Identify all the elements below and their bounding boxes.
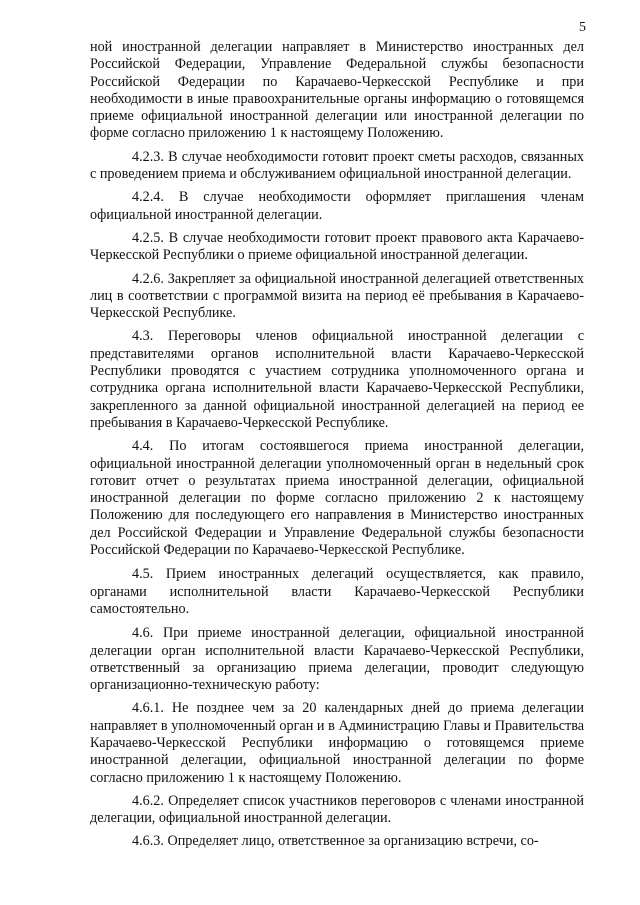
- paragraph-4-2-3: 4.2.3. В случае необходимости готовит проект сметы расходов, связанных с проведением приема и обслуживанием официальной иностранной делегации.: [90, 148, 584, 183]
- paragraph-4-2-4: 4.2.4. В случае необходимости оформляет приглашения членам официальной иностранной делегации.: [90, 189, 584, 223]
- body-text: [90, 39, 584, 851]
- paragraph-4-5: 4.5. Прием иностранных делегаций осуществляется, как правило, органами исполнительной власти Карачаево-Черкесской Республики самостоятельно.: [90, 566, 584, 617]
- paragraph-4-2-6: 4.2.6. Закрепляет за официальной иностранной делегацией ответственных лиц в соответствии с программой визита на период её пребывания в Карачаево-Черкесской Республике.: [90, 270, 584, 322]
- paragraph-4-3: 4.3. Переговоры членов официальной иностранной делегации с представителями органов исполнительной власти Карачаево-Черкесской Республики проводятся с участием сотрудника уполномоченного органа и сотрудника органа исполнительной власти Карачаево-Черкесской Республики, закрепленного за данной официальной иностранной делегацией на период ее пребывания в Карачаево-Черкесской Республике.: [90, 328, 584, 431]
- paragraph-4-6-2: 4.6.2. Определяет список участников переговоров с членами иностранной делегации, официальной иностранной делегации.: [90, 792, 584, 827]
- paragraph-4-4: 4.4. По итогам состоявшегося приема иностранной делегации, официальной иностранной делегации уполномоченный орган в недельный срок готовит отчет о результатах приема иностранной делегации, официальной иностранной делегации по форме согласно приложению 2 к настоящему Положению для последующего его направления в Министерство иностранных дел Российской Федерации и Управление Федеральной службы безопасности Российской Федерации по Карачаево-Черкесской Республике.: [90, 438, 584, 559]
- paragraph-continuation: ной иностранной делегации направляет в Министерство иностранных дел Российской Федерации, Управление Федеральной службы безопасности Российской Федерации по Карачаево-Черкесской Республике и при необходимости в иные правоохранительные органы информацию о готовящемся приеме официальной иностранной делегации или иностранной делегации по форме согласно приложению 1 к настоящему Положению.: [90, 39, 584, 142]
- paragraph-4-6-1: 4.6.1. Не позднее чем за 20 календарных дней до приема делегации направляет в уполномоченный орган и в Администрацию Главы и Правительства Карачаево-Черкесской Республики информацию о готовящемся приеме иностранной делегации, официальной иностранной делегации по форме согласно приложению 1 к настоящему Положению.: [90, 700, 584, 786]
- paragraph-4-2-5: 4.2.5. В случае необходимости готовит проект правового акта Карачаево-Черкесской Республики о приеме официальной иностранной делегации.: [90, 229, 584, 264]
- paragraph-4-6: 4.6. При приеме иностранной делегации, официальной иностранной делегации орган исполнительной власти Карачаево-Черкесской Республики, ответственный за организацию приема делегации, проводит следующую организационно-техническую работу:: [90, 625, 584, 694]
- page-number: 5: [579, 20, 586, 35]
- paragraph-4-6-3: 4.6.3. Определяет лицо, ответственное за организацию встречи, со-: [132, 833, 539, 850]
